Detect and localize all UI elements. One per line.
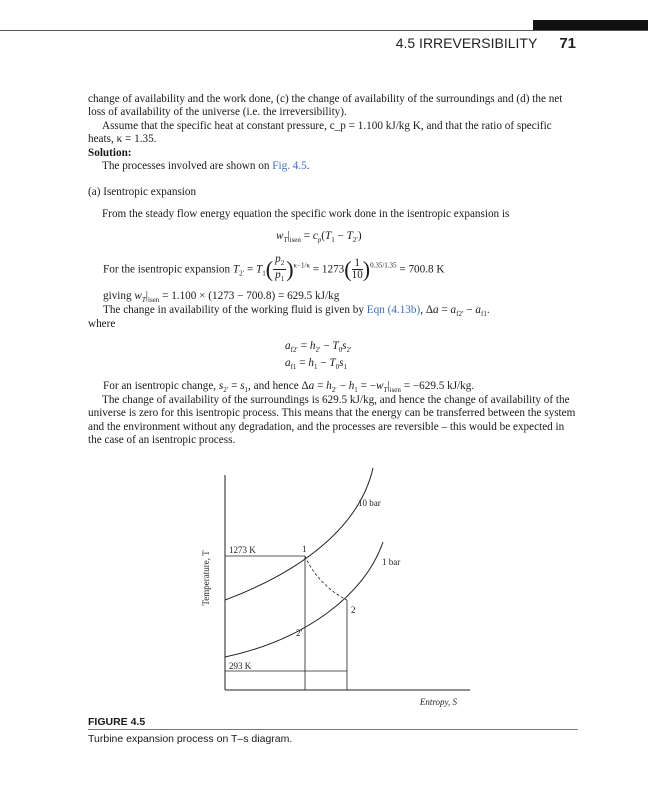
ts-diagram [195,460,485,715]
running-header [396,35,576,52]
actual-expansion-path [305,556,347,600]
equation-af2: $a_{f2'} = h_{2'} - T_0s_{2'}$ [285,340,352,355]
paragraph-universe: The change of availability of the surroundings is 629.5 kJ/kg, and hence the change of availability of the universe is zero for this isentropic process. This means that the energy can be transferred between the system and the environment without any degradation, and the processes are reversible – this would be expected in the case of an isentropic process. [88,394,576,447]
paragraph-1: change of availability and the work done, (c) the change of availability of the surroundings and (d) the net loss of availability of the universe (i.e. the irreversibility). [88,93,563,119]
p-high-label: 10 bar [358,498,381,508]
figure-rule [88,729,578,730]
figure-label: FIGURE 4.5 [88,716,146,728]
t-high-label: 1273 K [229,545,256,555]
equation-link[interactable]: Eqn (4.13b) [366,304,421,316]
part-a-heading: (a) Isentropic expansion [88,186,197,198]
paragraph-2: Assume that the specific heat at constant pressure, c_p = 1.100 kJ/kg K, and that the ratio of specific heats, κ = 1.35. [88,119,552,146]
point-1: 1 [302,544,307,554]
availability-text: The change in availability of the working fluid is given by Eqn (4.13b), $\Delta a = a_{f2'} - a_{f1}$. [103,304,490,319]
sfee-text: From the steady flow energy equation the specific work done in the isentropic expansion is [102,208,510,220]
figure-link[interactable]: Fig. 4.5 [272,160,307,173]
y-axis-label: Temperature, T [201,550,211,606]
pressure-line-10bar [225,468,373,600]
figure-caption: Turbine expansion process on T–s diagram. [88,733,293,745]
header-bar [533,20,648,30]
solution-intro: The processes involved are shown on Fig. 4.5. [102,160,310,173]
equation-giving: giving $w_T|_{isen} = 1.100 \times (1273 - 700.8) = 629.5$ kJ/kg [103,290,340,305]
x-axis-label: Entropy, S [419,697,457,707]
solution-title: Solution: [88,146,132,159]
header-rule [0,30,648,31]
point-2-prime: 2' [296,628,303,638]
point-2: 2 [351,605,356,615]
t-low-label: 293 K [229,661,252,671]
isentropic-change-text: For an isentropic change, $s_{2'} = s_1$, and hence $\Delta a = h_{2'} - h_1 = -w_T|_{isen} = -629.5$ kJ/kg. [103,380,475,395]
equation-work: $w_T|_{isen} = c_p(T_1 - T_{2'})$ [276,230,362,245]
equation-temperature: For the isentropic expansion $T_{2'} = T_1$( $\frac{p_2}{p_1}$ )$^{\kappa-1/\kappa}$ = 1273( $\frac{1}{10}$ )$^{0.35/1.35}$ = 700.8 K [103,253,445,284]
p-low-label: 1 bar [382,557,401,567]
section-title: 4.5 IRREVERSIBILITY [395,35,538,51]
body-text-top [88,93,578,173]
page-number: 71 [559,35,576,52]
equation-af1: $a_{f1} = h_1 - T_0s_1$ [285,357,347,372]
where-label: where [88,318,116,330]
